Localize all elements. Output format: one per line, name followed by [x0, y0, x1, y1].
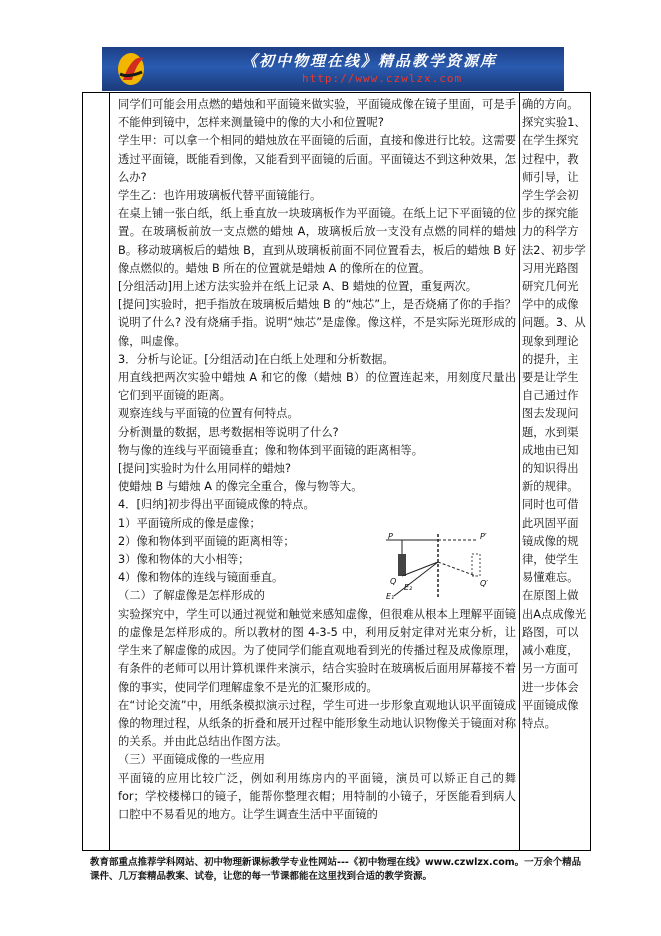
paragraph: 物与像的连线与平面镜垂直；像和物体到平面镜的距离相等。: [118, 443, 424, 457]
section-heading: （三）平面镜成像的一些应用: [118, 753, 265, 767]
paragraph: 实验探究中，学生可以通过视觉和触觉来感知虚像，但很难从根本上理解平面镜的虚像是怎样形成的。所以教材的图 4-3-5 中，利用反射定律对光束分析，让学生来了解虚像的成因。为了使同学们能直观地看到光的传播过程及成像原理，有条件的老师可以用计算机课件来演示，结合实验时在玻璃板后面用屏幕接不着像的事实，使同学们理解虚象不是光的汇聚形成的。: [118, 607, 516, 694]
page-footer: 教育部重点推荐学科网站、初中物理新课标教学专业性网站---《初中物理在线》www.czwlzx.com。一万余个精品课件、几万套精品教案、试卷，让您的每一节课都能在这里找到合适的教学资源。: [90, 857, 582, 882]
main-content: [118, 96, 516, 824]
ray-line: [438, 562, 476, 576]
teaching-notes-column: [522, 96, 588, 733]
paragraph: 使蜡烛 B 与蜡烛 A 的像完全重合，像与物等大。: [118, 480, 363, 494]
label-q: Q: [390, 577, 397, 586]
paragraph: 学生甲：可以拿一个相同的蜡烛放在平面镜的后面，直接和像进行比较。这需要透过平面镜，既能看到像，又能看到平面镜的后面。平面镜达不到这种效果，怎么办?: [118, 134, 516, 184]
label-q-prime: Q′: [480, 579, 489, 588]
list-item: 4）像和物体的连线与镜面垂直。: [118, 571, 284, 585]
paragraph: 在“讨论交流”中，用纸条模拟演示过程，学生可进一步形象直观地认识平面镜成像的物理过程，从纸条的折叠和展开过程中能形象生动地认识物像关于镜面对称的关系。并由此总结出作图方法。: [118, 698, 516, 749]
paragraph: 平面镜的应用比较广泛，例如利用练房内的平面镜，演员可以矫正自己的舞for；学校楼梯口的镜子，能帮你整理衣帽；用特制的小镜子，牙医能看到病人口腔中不易看见的地方。让学生调查生活中平面镜的: [118, 771, 516, 821]
list-item: 1）平面镜所成的像是虚像；: [118, 516, 261, 530]
ray-line: [402, 562, 438, 576]
teaching-notes: 确的方向。探究实验1、在学生探究过程中，教师引导，让学生学会初步的探究能力的科学方法2、初步学习用光路图研究几何光学中的成像问题。3、从现象到理论的提升，主要是让学生自己通过作图去发现问题，水到渠成地由已知的知识得出新的规律。同时也可借此巩固平面镜成像的规律，使学生易懂难忘。在原图上做出A点成像光路图，可以减小难度，另一方面可进一步体会平面镜成像特点。: [522, 98, 587, 730]
paragraph: 3．分析与论证。[分组活动]在白纸上处理和分析数据。: [118, 352, 394, 366]
header-banner: [102, 47, 564, 91]
paragraph: 学生乙：也许用玻璃板代替平面镜能行。: [118, 189, 322, 203]
list-item: 3）像和物体的大小相等；: [118, 553, 250, 567]
mirror-reflection-figure: [376, 532, 502, 602]
site-logo: [114, 50, 152, 88]
paragraph: [提问]实验时，把手指放在玻璃板后蜡烛 B 的“烛芯”上，是否烧痛了你的手指？说明了什么? 没有烧痛手指。说明“烛芯”是虚像。像这样，不是实际光斑形成的像，叫虚像。: [118, 298, 516, 348]
paragraph: 4．[归纳]初步得出平面镜成像的特点。: [118, 498, 315, 512]
label-p-prime: P′: [480, 532, 487, 541]
site-title: 《初中物理在线》精品教学资源库: [242, 52, 498, 70]
paragraph: 同学们可能会用点燃的蜡烛和平面镜来做实验，平面镜成像在镜子里面，可是手不能伸到镜中，怎样来测量镜中的像的大小和位置呢?: [118, 98, 516, 130]
paragraph: 分析测量的数据，思考数据相等说明了什么?: [118, 425, 339, 439]
label-e2: E₂: [404, 583, 413, 592]
paragraph: [提问]实验时为什么用同样的蜡烛?: [118, 462, 291, 476]
site-url[interactable]: http://www.czwlzx.com: [302, 72, 463, 85]
list-item: 2）像和物体到平面镜的距离相等；: [118, 534, 295, 548]
section-heading: （二）了解虚像是怎样形成的: [118, 589, 265, 603]
label-p: P: [388, 532, 393, 541]
right-column-divider: [519, 92, 520, 851]
paragraph: 在桌上铺一张白纸，纸上垂直放一块玻璃板作为平面镜。在纸上记下平面镜的位置。在玻璃板前放一支点燃的蜡烛 A，玻璃板后放一支没有点燃的同样的蜡烛 B。移动玻璃板后的蜡烛 B，直到从玻璃板前面不同位置看去，板后的蜡烛 B 好像点燃似的。蜡烛 B 所在的位置就是蜡烛 A 的像所在的位置。: [118, 207, 516, 275]
left-column-divider: [109, 92, 110, 851]
paragraph: 用直线把两次实验中蜡烛 A 和它的像（蜡烛 B）的位置连起来，用刻度尺量出它们到平面镜的距离。: [118, 371, 516, 403]
candle-a: [398, 554, 406, 576]
paragraph: [分组活动]用上述方法实验并在纸上记录 A、B 蜡烛的位置，重复两次。: [118, 280, 478, 294]
candle-b-image: [472, 554, 480, 576]
label-e1: E₁: [386, 592, 395, 601]
paragraph: 观察连线与平面镜的位置有何特点。: [118, 407, 299, 421]
